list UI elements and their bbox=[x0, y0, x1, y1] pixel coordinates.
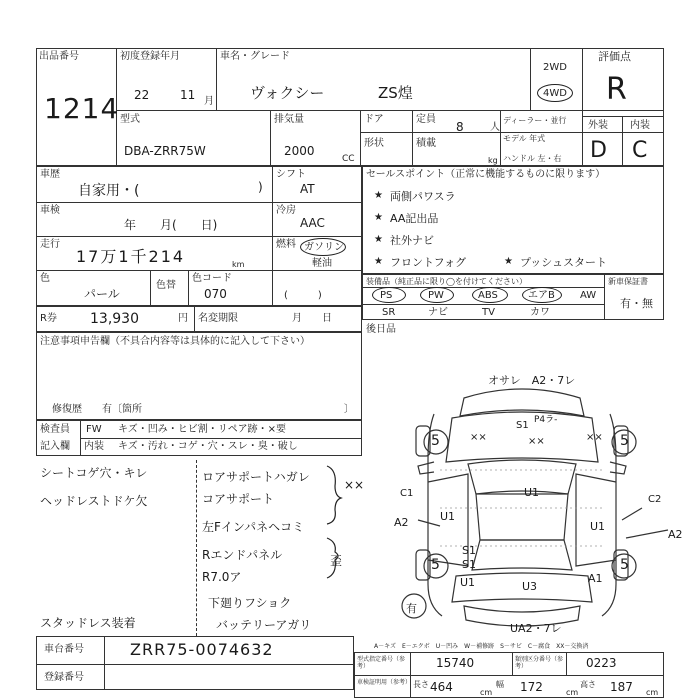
usage-label: 車歴 bbox=[40, 169, 60, 180]
tyre-mark: 5 bbox=[620, 433, 629, 449]
width-value: 172 bbox=[520, 680, 543, 694]
mileage-value: 17万1千214 bbox=[76, 247, 186, 266]
diagram-legend: A－キズ E－エクボ U－凹み W－補修跡 S－サビ C－腐食 XX－交換済 bbox=[374, 643, 589, 650]
warranty-value: 有・無 bbox=[620, 297, 653, 310]
damage-mark: S1 bbox=[516, 420, 529, 431]
equip-pw: PW bbox=[428, 290, 444, 301]
equip-tv: TV bbox=[482, 307, 495, 318]
damage-mark: U1 bbox=[440, 510, 456, 523]
recycle-label: R券 bbox=[40, 313, 57, 324]
height-value: 187 bbox=[610, 680, 633, 694]
ac-label: 冷房 bbox=[276, 205, 296, 216]
model-code: DBA-ZRR75W bbox=[124, 144, 206, 158]
retrofit-label: 後日品 bbox=[366, 324, 396, 335]
damage-mark: U1 bbox=[460, 576, 476, 589]
fuel-label: 燃料 bbox=[276, 239, 296, 250]
height-label: 高さ bbox=[580, 680, 596, 689]
comment-right: ロアサポートハガレ bbox=[202, 470, 310, 484]
drive-2wd: 2WD bbox=[543, 62, 567, 73]
car-name: ヴォクシー bbox=[250, 84, 325, 102]
comment-right: バッテリーアガリ bbox=[216, 618, 312, 632]
usage-value: 自家用・( bbox=[78, 183, 140, 199]
interior-grade: C bbox=[632, 138, 648, 163]
equipment-title: 装備品（純正品に限り◯を付けてください） bbox=[366, 277, 527, 286]
shape-label: 形状 bbox=[364, 138, 384, 149]
color-change-label: 色替 bbox=[156, 280, 176, 291]
displacement-value: 2000 bbox=[284, 144, 315, 158]
comment-left: スタッドレス装着 bbox=[40, 616, 136, 630]
equip-ps: PS bbox=[380, 290, 393, 301]
grade-point-label: 評価点 bbox=[598, 50, 631, 63]
model-spec-value: 15740 bbox=[436, 656, 475, 670]
damage-mark: ×× bbox=[528, 436, 545, 447]
sales-point-star: ★ bbox=[374, 256, 383, 267]
sales-point: 両側パワスラ bbox=[390, 190, 456, 203]
width-label: 幅 bbox=[496, 680, 504, 689]
equip-airbag-circle bbox=[522, 287, 562, 303]
fuel-gasoline: ガソリン bbox=[304, 242, 344, 253]
tyre-mark: 5 bbox=[431, 557, 440, 573]
sales-point-star: ★ bbox=[374, 234, 383, 245]
sales-point-star: ★ bbox=[374, 212, 383, 223]
seats-unit: 人 bbox=[490, 122, 500, 133]
first-registration-label: 初度登録年月 bbox=[120, 51, 180, 62]
seats-value: 8 bbox=[456, 120, 464, 134]
damage-mark: S1 bbox=[462, 558, 476, 571]
sales-point-star: ★ bbox=[504, 256, 513, 267]
tyre-mark: 5 bbox=[431, 433, 440, 449]
equip-abs-circle bbox=[472, 287, 508, 303]
car-name-label: 車名・グレード bbox=[220, 51, 290, 62]
color-code-label: 色コード bbox=[192, 273, 232, 284]
damage-mark: C2 bbox=[648, 494, 662, 505]
damage-mark: U1 bbox=[590, 520, 606, 533]
exterior-label: 外装 bbox=[588, 120, 608, 131]
length-unit: cm bbox=[480, 688, 493, 697]
handle-label: ハンドル 左・右 bbox=[503, 154, 562, 163]
warranty-label: 新車保証書 bbox=[608, 277, 648, 286]
inspector-row1-items: キズ・凹み・ヒビ割・リペア跡・×要 bbox=[118, 424, 286, 435]
damage-mark: S1 bbox=[462, 544, 476, 557]
repair-history-close: 〕 bbox=[344, 404, 354, 415]
usage-close: ) bbox=[258, 180, 263, 194]
fuel-diesel: 軽油 bbox=[312, 258, 332, 269]
chassis-number: ZRR75-0074632 bbox=[130, 640, 274, 659]
damage-mark: C1 bbox=[400, 488, 414, 499]
equip-pw-circle bbox=[420, 287, 454, 303]
color-value: パール bbox=[84, 287, 120, 301]
km-unit: km bbox=[232, 260, 245, 269]
height-unit: cm bbox=[646, 688, 659, 697]
registration-number-label: 登録番号 bbox=[44, 672, 84, 683]
class-label: 類別区分番号（参考） bbox=[515, 656, 564, 670]
diagram-bottom-note: UA2・7レ bbox=[510, 622, 562, 635]
sales-point: プッシュスタート bbox=[520, 256, 608, 269]
comment-right: コアサポート bbox=[202, 492, 275, 506]
fuel-paren: ( ) bbox=[284, 290, 322, 301]
car-grade: ZS煌 bbox=[378, 84, 413, 102]
model-label: 型式 bbox=[120, 114, 140, 125]
damage-mark: A1 bbox=[588, 572, 603, 585]
dimension-label: 車検証明用（参考） bbox=[357, 679, 412, 686]
shift-value: AT bbox=[300, 182, 315, 196]
shift-label: シフト bbox=[276, 169, 306, 180]
cc-unit: CC bbox=[342, 154, 355, 164]
damage-mark: U3 bbox=[522, 580, 538, 593]
color-label: 色 bbox=[40, 273, 50, 284]
comment-right: 下廻りフショク bbox=[208, 596, 292, 610]
diagram-p-note: P4ラ- bbox=[534, 415, 558, 425]
comment-right: R7.0ア bbox=[202, 570, 242, 584]
ac-value: AAC bbox=[300, 216, 325, 230]
drive-4wd: 4WD bbox=[543, 88, 567, 99]
registration-year: 22 bbox=[134, 88, 150, 102]
model-year-label: モデル 年式 bbox=[503, 134, 546, 143]
comment-bracket-distort: 歪 bbox=[330, 554, 343, 568]
equip-navi: ナビ bbox=[428, 307, 448, 318]
inspector-row2-items: キズ・汚れ・コゲ・穴・スレ・臭・破し bbox=[118, 441, 298, 452]
car-damage-diagram bbox=[372, 370, 672, 640]
class-value: 0223 bbox=[586, 656, 617, 670]
inspection-label: 車検 bbox=[40, 205, 60, 216]
kg-unit: kg bbox=[488, 156, 498, 165]
grade-point: R bbox=[606, 72, 627, 107]
damage-mark: ×× bbox=[470, 432, 487, 443]
lot-number: 1214 bbox=[44, 92, 120, 125]
month-unit: 月 bbox=[204, 96, 214, 107]
comment-right: 左Fインパネヘコミ bbox=[202, 520, 305, 534]
damage-mark: ×× bbox=[586, 432, 603, 443]
sales-point: フロントフォグ bbox=[390, 256, 467, 269]
equip-aw: AW bbox=[580, 290, 597, 301]
dealer-label: ディーラー・並行 bbox=[503, 116, 567, 125]
color-code-value: 070 bbox=[204, 287, 227, 301]
comment-right: Rエンドパネル bbox=[202, 548, 283, 562]
comment-brackets bbox=[325, 462, 345, 582]
load-label: 積載 bbox=[416, 138, 436, 149]
chassis-label: 車台番号 bbox=[44, 644, 84, 655]
length-value: 464 bbox=[430, 680, 453, 694]
displacement-label: 排気量 bbox=[274, 114, 304, 125]
equip-ps-circle bbox=[372, 287, 406, 303]
width-unit: cm bbox=[566, 688, 579, 697]
exterior-grade: D bbox=[590, 138, 607, 163]
diagram-top-note: オサレ A2・7レ bbox=[488, 374, 576, 387]
seats-label: 定員 bbox=[416, 114, 436, 125]
mileage-label: 走行 bbox=[40, 239, 60, 250]
notes-title: 注意事項申告欄（不具合内容等は具体的に記入して下さい） bbox=[40, 336, 310, 347]
yen-unit: 円 bbox=[178, 313, 188, 324]
interior-label: 内装 bbox=[630, 120, 650, 131]
damage-mark: U1 bbox=[524, 486, 540, 499]
name-change-value: 月 日 bbox=[292, 313, 332, 324]
registration-month: 11 bbox=[180, 88, 196, 102]
damage-mark: A2 bbox=[668, 528, 683, 541]
inspector-label: 検査員 bbox=[40, 424, 70, 435]
sales-point: 社外ナビ bbox=[390, 234, 434, 247]
model-spec-label: 型式指定番号（参考） bbox=[357, 656, 406, 670]
door-label: ドア bbox=[364, 114, 384, 125]
entry-label: 記入欄 bbox=[40, 441, 70, 452]
comment-left: ヘッドレストドケ欠 bbox=[40, 494, 148, 508]
recycle-value: 13,930 bbox=[90, 311, 139, 327]
comment-left: シートコゲ穴・キレ bbox=[40, 466, 148, 480]
lot-number-label: 出品番号 bbox=[39, 51, 79, 62]
tyre-mark: 5 bbox=[620, 557, 629, 573]
equip-sr: SR bbox=[382, 307, 396, 318]
equip-abs: ABS bbox=[478, 290, 498, 301]
inspection-value: 年 月( 日) bbox=[124, 218, 218, 232]
sales-title: セールスポイント（正常に機能するものに限ります） bbox=[366, 169, 606, 180]
length-label: 長さ bbox=[413, 680, 429, 689]
inspector-interior: 内装 bbox=[84, 441, 104, 452]
damage-mark: 有 bbox=[406, 602, 417, 615]
comment-bracket-xx: ×× bbox=[344, 478, 365, 492]
inspector-fw: FW bbox=[86, 424, 102, 435]
sales-point: AA記出品 bbox=[390, 212, 439, 225]
name-change-label: 名変期限 bbox=[198, 313, 238, 324]
repair-history-label: 修復歴 有〔箇所 bbox=[52, 404, 142, 415]
sales-point-star: ★ bbox=[374, 190, 383, 201]
equip-airbag: エアB bbox=[528, 290, 555, 301]
damage-mark: A2 bbox=[394, 516, 409, 529]
equip-leather: カワ bbox=[530, 307, 550, 318]
